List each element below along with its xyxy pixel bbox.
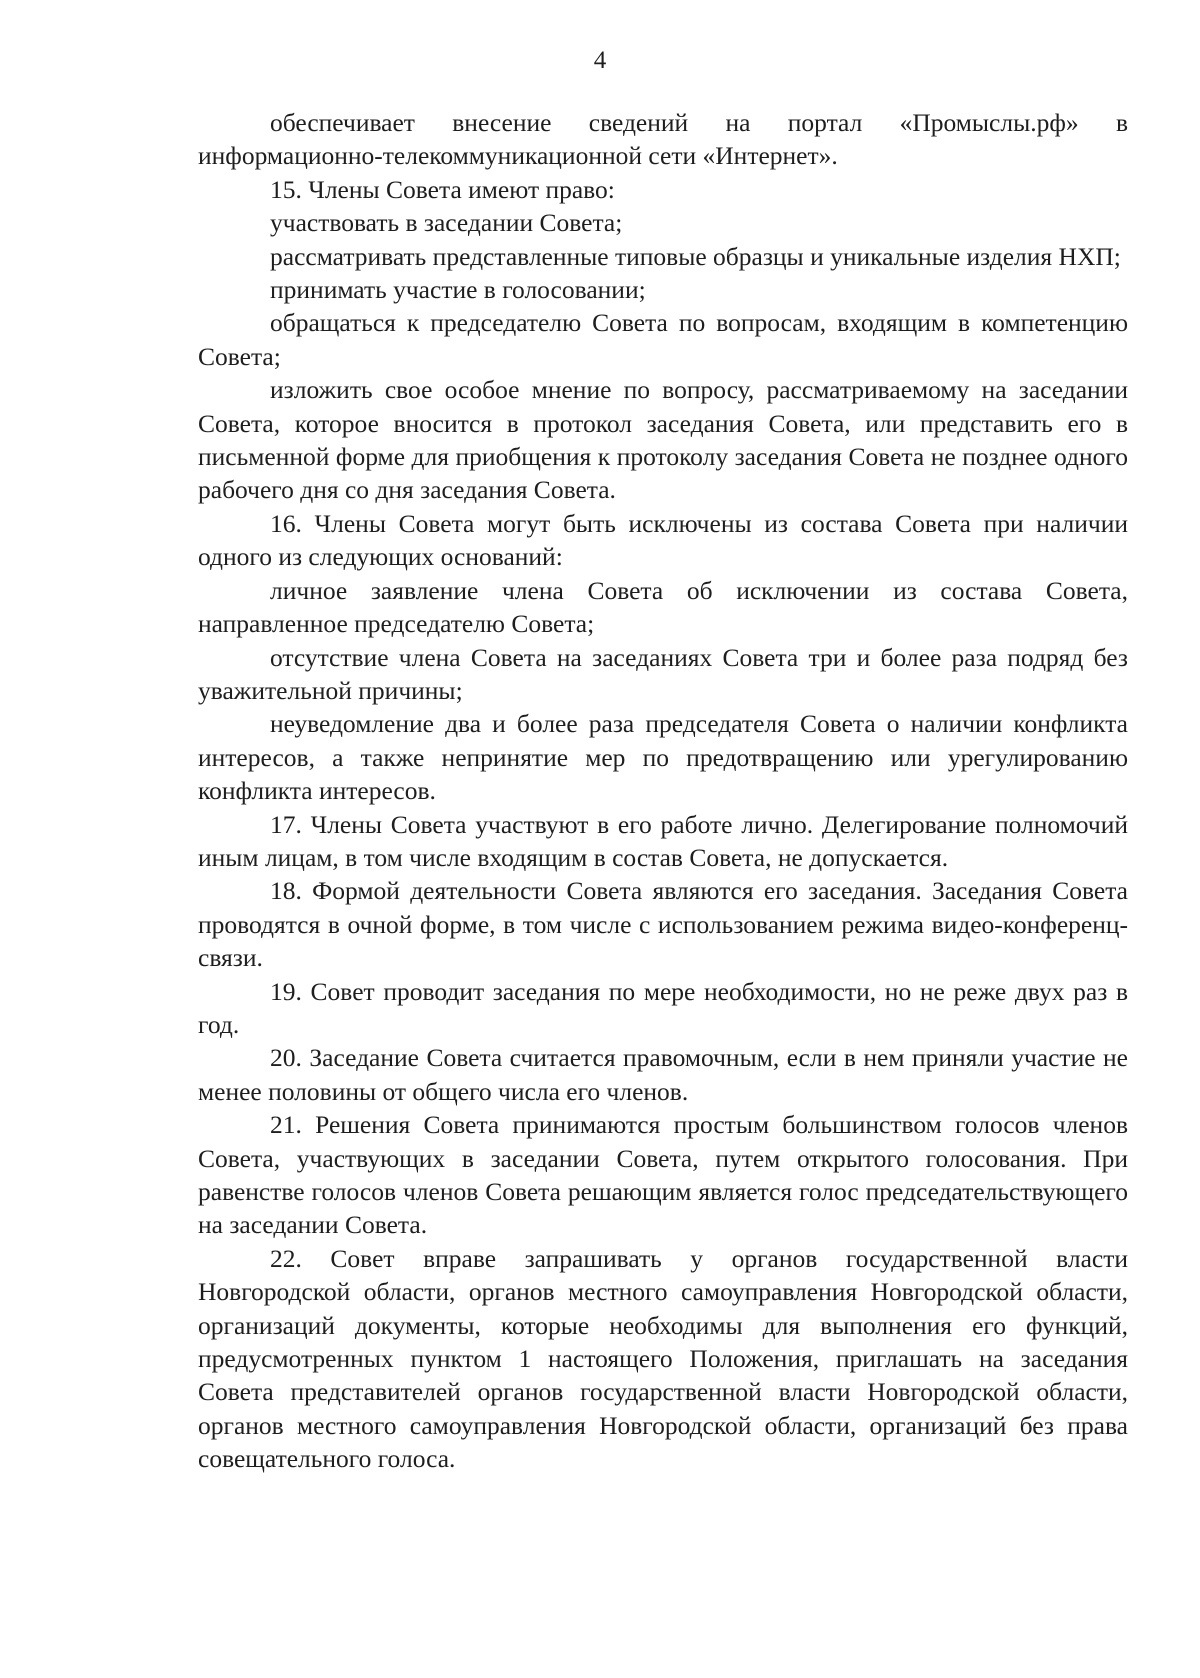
paragraph-21: 21. Решения Совета принимаются простым большинством голосов членов Совета, участвующих в заседании Совета, путем открытого голосования. При равенстве голосов членов Совета решающим является голос председательствующего на заседании Совета. (198, 1110, 1128, 1240)
paragraph-15-item-4: обращаться к председателю Совета по вопросам, входящим в компетенцию Совета; (198, 308, 1128, 371)
paragraph-portal-info: обеспечивает внесение сведений на портал «Промыслы.рф» в информационно-телекоммуникационной сети «Интернет». (198, 108, 1128, 171)
paragraph-22: 22. Совет вправе запрашивать у органов государственной власти Новгородской области, органов местного самоуправления Новгородской области, организаций документы, которые необходимы для выполнения его функций, предусмотренных пунктом 1 настоящего Положения, приглашать на заседания Совета представителей органов государственной власти Новгородской области, органов местного самоуправления Новгородской области, организаций без права совещательного голоса. (198, 1243, 1128, 1474)
paragraph-16-item-2: отсутствие члена Совета на заседаниях Совета три и более раза подряд без уважительной причины; (198, 642, 1128, 705)
paragraph-17: 17. Члены Совета участвуют в его работе лично. Делегирование полномочий иным лицам, в том числе входящим в состав Совета, не допускается. (198, 809, 1128, 872)
document-body (198, 106, 1128, 1476)
paragraph-16-heading: 16. Члены Совета могут быть исключены из состава Совета при наличии одного из следующих оснований: (198, 508, 1128, 572)
paragraph-18: 18. Формой деятельности Совета являются его заседания. Заседания Совета проводятся в очной форме, в том числе с использованием режима видео-конференц-связи. (198, 876, 1128, 973)
paragraph-15-item-2: рассматривать представленные типовые образцы и уникальные изделия НХП; (270, 241, 1121, 271)
paragraph-20: 20. Заседание Совета считается правомочным, если в нем приняли участие не менее половины от общего числа его членов. (198, 1043, 1128, 1106)
paragraph-15-item-3: принимать участие в голосовании; (270, 275, 646, 305)
paragraph-16-item-1: личное заявление члена Совета об исключении из состава Совета, направленное председателю Совета; (198, 575, 1128, 639)
page-number: 4 (593, 47, 607, 74)
paragraph-16-item-3: неуведомление два и более раза председателя Совета о наличии конфликта интересов, а также непринятие мер по предотвращению или урегулированию конфликта интересов. (198, 709, 1128, 806)
paragraph-15-item-5: изложить свое особое мнение по вопросу, рассматриваемому на заседании Совета, которое вносится в протокол заседания Совета, или представить его в письменной форме для приобщения к протоколу заседания Совета не позднее одного рабочего дня со дня заседания Совета. (198, 375, 1128, 505)
paragraph-15-item-1: участвовать в заседании Совета; (270, 208, 623, 238)
paragraph-15-heading: 15. Члены Совета имеют право: (270, 174, 615, 204)
paragraph-19: 19. Совет проводит заседания по мере необходимости, но не реже двух раз в год. (198, 976, 1128, 1039)
